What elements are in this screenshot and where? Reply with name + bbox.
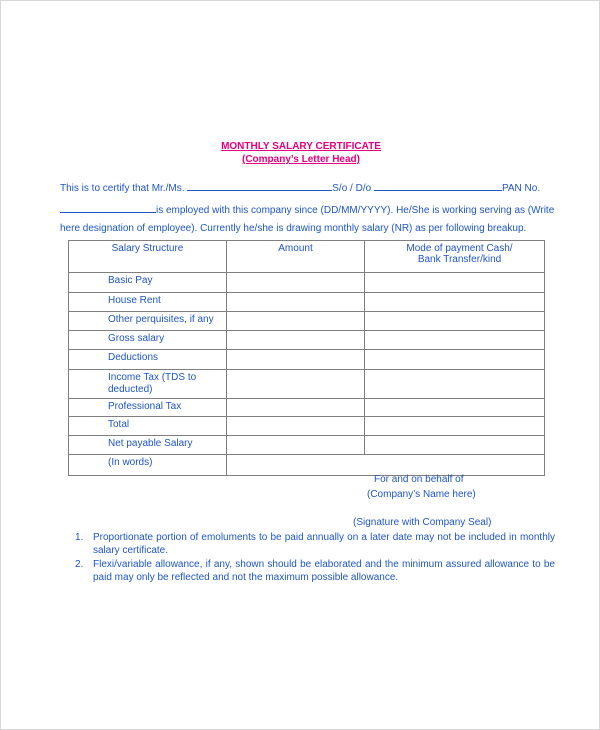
- notes-list: [75, 531, 555, 585]
- table-row: [69, 455, 545, 476]
- mode-cell[interactable]: [365, 370, 545, 399]
- amount-cell[interactable]: [227, 273, 365, 293]
- table-row: [69, 350, 545, 370]
- mode-cell[interactable]: [365, 312, 545, 331]
- table-row: [69, 293, 545, 312]
- note-text: Flexi/variable allowance, if any, shown should be elaborated and the minimum assured allowance to be paid may only be reflected and not the maximum possible allowance.: [93, 559, 555, 583]
- mode-cell[interactable]: [365, 273, 545, 293]
- designation-line: here designation of employee). Currently he/she is drawing monthly salary (NR) as per following breakup.: [60, 223, 527, 234]
- behalf-text: For and on behalf of: [374, 474, 464, 485]
- employment-text: is employed with this company since (DD/MM/YYYY). He/She is working serving as (Write: [156, 205, 555, 216]
- row-label: Other perquisites, if any: [69, 312, 227, 331]
- mode-cell[interactable]: [365, 436, 545, 455]
- mode-cell[interactable]: [365, 331, 545, 350]
- table-row: [69, 417, 545, 436]
- list-item: [75, 531, 555, 557]
- row-label: Deductions: [69, 350, 227, 370]
- note-text: Proportionate portion of emoluments to be paid annually on a later date may not be included in monthly salary certificate.: [93, 532, 555, 556]
- parent-name-blank[interactable]: [374, 181, 502, 191]
- amount-cell[interactable]: [227, 331, 365, 350]
- row-label: House Rent: [69, 293, 227, 312]
- amount-in-words-cell[interactable]: [227, 455, 545, 476]
- company-name-placeholder: (Company’s Name here): [367, 489, 476, 500]
- mode-cell[interactable]: [365, 350, 545, 370]
- row-label: Income Tax (TDS to deducted): [69, 370, 227, 399]
- amount-cell[interactable]: [227, 370, 365, 399]
- row-label: (In words): [69, 455, 227, 476]
- certify-text: This is to certify that Mr./Ms.: [60, 183, 185, 194]
- mode-cell[interactable]: [365, 399, 545, 417]
- pan-blank[interactable]: [60, 203, 156, 213]
- letter-head-subtitle: (Company’s Letter Head): [242, 154, 360, 165]
- name-blank[interactable]: [187, 181, 332, 191]
- row-label: Net payable Salary: [69, 436, 227, 455]
- table-row: [69, 312, 545, 331]
- employment-line: [60, 203, 554, 216]
- amount-cell[interactable]: [227, 417, 365, 436]
- row-label: Professional Tax: [69, 399, 227, 417]
- table-row: [69, 273, 545, 293]
- mode-cell[interactable]: [365, 293, 545, 312]
- signature-seal-label: (Signature with Company Seal): [353, 517, 492, 528]
- relation-text: S/o / D/o: [332, 183, 372, 194]
- amount-cell[interactable]: [227, 436, 365, 455]
- amount-cell[interactable]: [227, 293, 365, 312]
- table-row: [69, 436, 545, 455]
- table-row: [69, 331, 545, 350]
- row-label: Basic Pay: [69, 273, 227, 293]
- row-label: Gross salary: [69, 331, 227, 350]
- certify-line: [60, 181, 540, 194]
- table-row: [69, 399, 545, 417]
- salary-table: [68, 240, 545, 476]
- list-item: [75, 558, 555, 584]
- certificate-title: MONTHLY SALARY CERTIFICATE: [221, 141, 381, 152]
- amount-cell[interactable]: [227, 399, 365, 417]
- table-row: [69, 370, 545, 399]
- header-amount: Amount: [227, 241, 365, 273]
- row-label: Total: [69, 417, 227, 436]
- amount-cell[interactable]: [227, 312, 365, 331]
- mode-cell[interactable]: [365, 417, 545, 436]
- amount-cell[interactable]: [227, 350, 365, 370]
- note-number: 1.: [75, 532, 84, 543]
- table-header-row: [69, 241, 545, 273]
- header-salary-structure: Salary Structure: [69, 241, 227, 273]
- pan-text: PAN No.: [501, 183, 541, 194]
- header-payment-mode: Mode of payment Cash/ Bank Transfer/kind: [365, 241, 545, 273]
- note-number: 2.: [75, 559, 84, 570]
